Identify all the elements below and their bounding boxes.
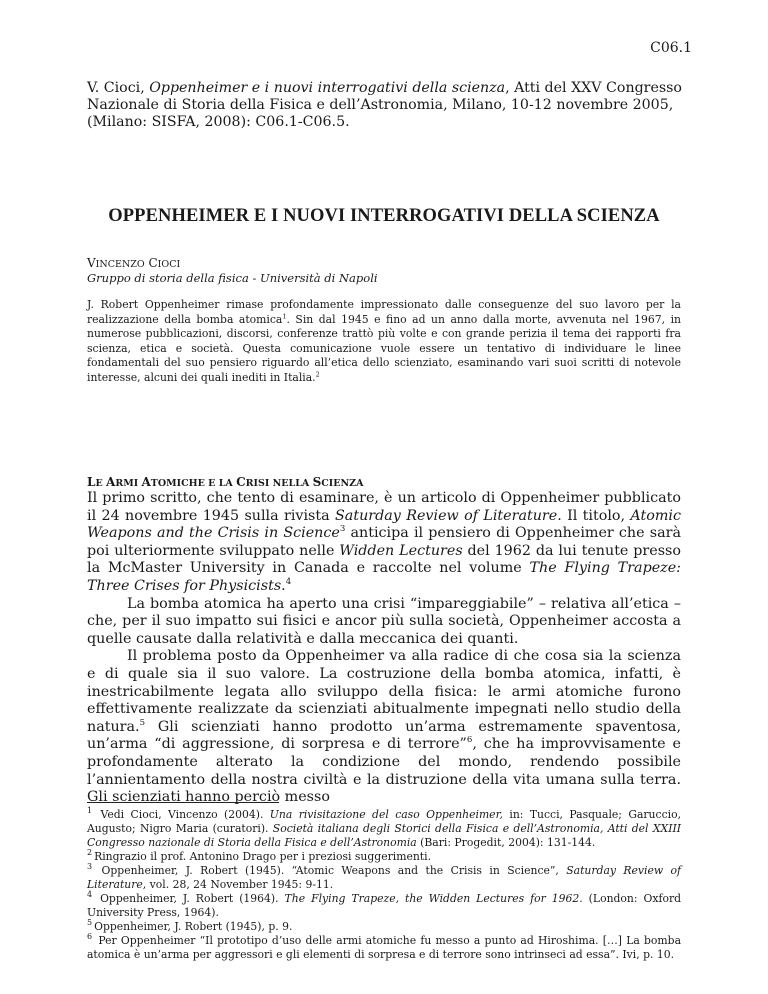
footnote-1-text-b: in: Tucci, Pasquale; Garuccio, Augusto; Nigro Maria (curatori). [87,808,681,835]
p1-text-e: . [281,577,286,594]
footnote-3-journal: Saturday Review of Literature [87,864,682,891]
abstract-text-1: J. Robert Oppenheimer rimase profondamente impressionato dalle conseguenze del suo lavoro per la realizzazione della bomba atomica [87,298,681,326]
footnote-4-text-b: (London: Oxford University Press, 1964). [87,892,682,919]
paragraph-3 [87,648,681,806]
footnote-4 [87,892,681,920]
footnote-5-text: Oppenheimer, J. Robert (1945), p. 9. [94,920,293,933]
footnote-number: 4 [87,890,93,900]
citation-title: Oppenheimer e i nuovi interrogativi della scienza [149,80,506,96]
heading-small: RMI [115,478,142,489]
footnote-3 [87,864,681,892]
citation [87,80,687,131]
footnote-3-text-a: Oppenheimer, J. Robert (1945). “Atomic Weapons and the Crisis in Science”, [101,864,567,877]
heading-cap: C [236,475,246,489]
heading-small: CIENZA [321,478,364,489]
author-last-rest: IOCI [157,259,181,270]
footnote-ref-6: 6 [466,735,473,746]
footnote-6-text: Per Oppenheimer “Il prototipo d’uso delle armi atomiche fu messo a punto ad Hiroshima. […] La bomba atomica è un’arma per aggressori e gli elementi di sorpresa e di terrore sono intrinseci ad essa”. Ivi, p. 10. [87,934,682,961]
heading-cap: A [141,475,151,489]
footnote-2-text: Ringrazio il prof. Antonino Drago per i preziosi suggerimenti. [94,850,432,863]
footnote-5 [87,920,681,934]
footnote-number: 3 [87,862,93,872]
footnote-divider [87,802,279,803]
section-heading [87,475,364,489]
heading-small: TOMICHE E LA [150,478,237,489]
footnote-number: 5 [87,918,93,928]
footnote-number: 2 [87,848,93,858]
footnote-2 [87,850,681,864]
footnote-ref-5: 5 [139,717,146,728]
heading-small: RISI NELLA [245,478,313,489]
p1-text-c: anticipa il pensiero di Oppenheimer che sarà poi ulteriormente sviluppato nelle [87,525,681,559]
p3-text-a: Il problema posto da Oppenheimer va alla radice di che cosa sia la scienza e di quale sia il suo valore. La costruzione della bomba atomica, infatti, è inestricabilmente legata allo sviluppo della fisica: le armi atomiche furono effettivamente realizzate da scienziati abitualmente impegnati nello studio della natura. [87,648,681,735]
footnote-1-text-a: Vedi Cioci, Vincenzo (2004). [100,808,270,821]
p3-text-b: Gli scienziati hanno prodotto un’arma estremamente spaventosa, un’arma “di aggressione, di sorpresa e di terrore” [87,718,681,753]
citation-author: V. Cioci, [87,80,150,96]
paragraph-2: La bomba atomica ha aperto una crisi “impareggiabile” – relativa all’etica – che, per il suo impatto sui fisici e ancor più sulla società, Oppenheimer accosta a quelle causate dalla relatività e dalla meccanica dei quanti. [87,595,681,647]
p1-book-title: The Flying Trapeze: Three Crises for Physicists [87,560,681,594]
p1-journal: Saturday Review of Literature [335,507,558,524]
footnote-ref-1: 1 [282,312,287,320]
p1-lectures: Widden Lectures [339,542,463,559]
p3-text-c: , che ha improvvisamente e profondamente alterato la condizione del mondo, rendendo possibile l’annientamento della nostra civiltà e la distruzione della vita umana sulla terra. Gli scienziati hanno perciò messo [87,736,681,806]
footnote-4-text-a: Oppenheimer, J. Robert (1964). [100,892,285,905]
author-affiliation: Gruppo di storia della fisica - Università di Napoli [87,271,378,285]
footnote-ref-4: 4 [285,577,292,588]
heading-small: E [95,478,106,489]
footnote-4-title: The Flying Trapeze, the Widden Lectures for 1962. [284,892,583,905]
heading-cap: L [87,475,96,489]
footnotes [87,808,681,962]
abstract [87,298,681,386]
author-name [87,256,180,272]
footnote-1-title: Una rivisitazione del caso Oppenheimer, [269,808,503,821]
footnote-1-text-c: (Bari: Progedit, 2004): 131-144. [416,836,596,849]
footnote-ref-3: 3 [339,524,346,535]
p1-text-b: . Il titolo, [557,507,631,524]
paragraph-1 [87,490,681,596]
abstract-text-2: . Sin dal 1945 e fino ad un anno dalla morte, avvenuta nel 1967, in numerose pubblicazioni, discorsi, conferenze trattò più volte e con grande perizia il tema dei rapporti fra scienza, etica e società. Questa comunicazione vuole essere un tentativo di individuare le linee fondamentali del suo pensiero riguardo all’etica dello scienziato, esaminando vari suoi scritti di notevole interesse, alcuni dei quali inediti in Italia. [87,312,682,384]
footnote-3-text-b: , vol. 28, 24 November 1945: 9-11. [142,878,334,891]
author-first-initial: V [87,256,96,270]
body-text [87,490,681,807]
footnote-number: 6 [87,932,93,942]
footnote-ref-2: 2 [315,370,320,379]
p1-text-a: Il primo scritto, che tento di esaminare, è un articolo di Oppenheimer pubblicato il 24 novembre 1945 sulla rivista [87,490,681,524]
footnote-1 [87,808,681,850]
page-number: C06.1 [650,40,692,56]
author-last-initial: C [148,256,158,270]
paper-title: OPPENHEIMER E I NUOVI INTERROGATIVI DELLA SCIENZA [108,206,660,226]
footnote-number: 1 [87,806,93,816]
citation-details: , Atti del XXV Congresso Nazionale di Storia della Fisica e dell’Astronomia, Milano, 10-12 novembre 2005, (Milano: SISFA, 2008): C06.1-C06.5. [87,80,682,130]
heading-cap: S [312,475,322,489]
footnote-6 [87,934,681,962]
p1-text-d: del 1962 da lui tenute presso la McMaster University in Canada e raccolte nel volume [87,542,681,577]
author-first-rest: INCENZO [95,259,145,270]
footnote-1-book: Società italiana degli Storici della Fisica e dell’Astronomia, Atti del XXIII Congresso nazionale di Storia della Fisica e dell’Astronomia [87,822,681,849]
p1-article-title: Atomic Weapons and the Crisis in Science [87,507,681,542]
heading-cap: A [106,475,116,489]
